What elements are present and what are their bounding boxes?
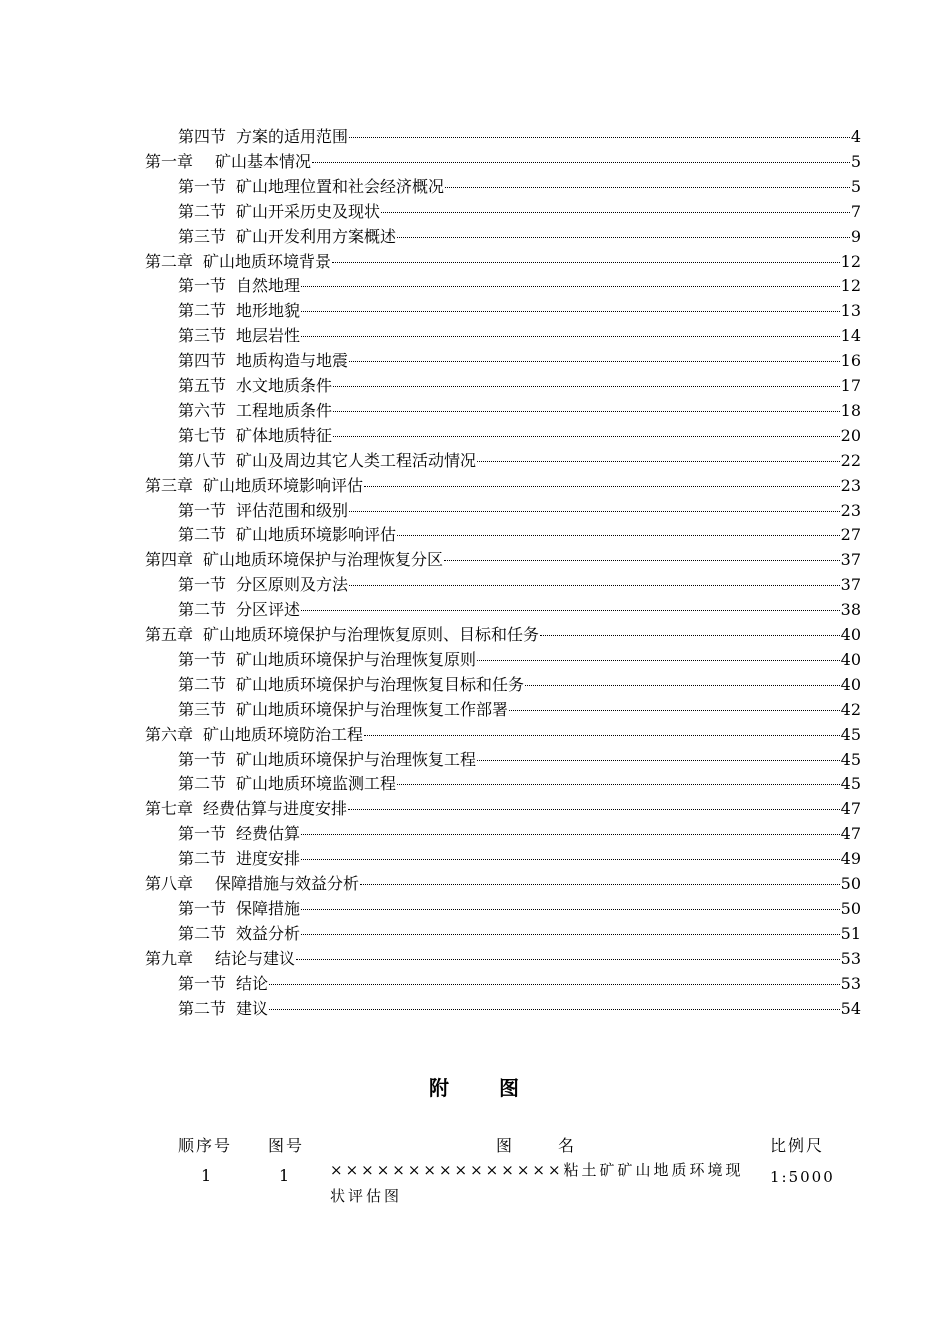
- toc-dot-leader: [397, 784, 840, 785]
- toc-section-entry[interactable]: [178, 997, 861, 1021]
- toc-page-number: 27: [840, 525, 861, 545]
- toc-entry-number: 第二节: [178, 525, 227, 545]
- toc-entry-title: 矿山地质环境影响评估: [203, 475, 364, 495]
- toc-page-number: 13: [840, 301, 861, 321]
- toc-entry-title: 地质构造与地震: [236, 351, 349, 371]
- toc-page-number: 16: [840, 351, 861, 371]
- toc-entry-title: 分区评述: [236, 600, 301, 620]
- toc-entry-title: 矿山地质环境保护与治理恢复原则: [236, 649, 477, 669]
- toc-section-entry[interactable]: [178, 598, 861, 622]
- toc-entry-title: 自然地理: [236, 276, 301, 296]
- toc-chapter-entry[interactable]: [145, 150, 861, 174]
- toc-page-number: 53: [840, 948, 861, 968]
- toc-section-entry[interactable]: [178, 698, 861, 722]
- toc-page-number: 49: [840, 849, 861, 869]
- toc-entry-number: 第五章: [145, 625, 194, 644]
- column-header-name-part2: 名: [558, 1136, 577, 1155]
- toc-section-entry[interactable]: [178, 449, 861, 473]
- toc-dot-leader: [525, 685, 840, 686]
- toc-page-number: 5: [850, 176, 861, 196]
- toc-entry-number: 第二节: [178, 674, 227, 694]
- toc-entry-number: 第二节: [178, 201, 227, 221]
- toc-section-entry[interactable]: [178, 822, 861, 846]
- toc-entry-number: 第一节: [178, 649, 227, 669]
- toc-entry-title: 保障措施: [236, 898, 301, 918]
- toc-entry-title: 矿山开发利用方案概述: [236, 226, 397, 246]
- table-cell-figure-name: ×××××××××××××××粘土矿矿山地质环境现状评估图: [330, 1161, 744, 1205]
- toc-entry-number: 第一节: [178, 500, 227, 520]
- toc-entry-number: 第七章: [145, 799, 194, 819]
- toc-chapter-entry[interactable]: [145, 250, 861, 274]
- toc-page-number: 23: [840, 475, 861, 495]
- column-header-figure-no: 图号: [268, 1136, 305, 1155]
- toc-section-entry[interactable]: [178, 200, 861, 224]
- toc-section-entry[interactable]: [178, 299, 861, 323]
- toc-entry-number: 第二节: [178, 301, 227, 321]
- toc-page-number: 38: [840, 600, 861, 620]
- toc-dot-leader: [348, 809, 840, 810]
- toc-entry-title: 矿体地质特征: [236, 425, 333, 445]
- toc-entry-number: 第二节: [178, 600, 227, 620]
- toc-section-entry[interactable]: [178, 349, 861, 373]
- toc-entry-title: 矿山地质环境监测工程: [236, 774, 397, 794]
- toc-entry-title: 地层岩性: [236, 326, 301, 346]
- toc-dot-leader: [301, 909, 840, 910]
- toc-page-number: 9: [850, 226, 861, 246]
- toc-dot-leader: [364, 735, 840, 736]
- toc-entry-title: 方案的适用范围: [236, 127, 349, 146]
- toc-entry-number: 第三节: [178, 699, 227, 719]
- toc-dot-leader: [301, 859, 840, 860]
- toc-chapter-entry[interactable]: [145, 947, 861, 971]
- toc-entry-number: 第八章: [145, 874, 194, 893]
- column-header-seq: 顺序号: [178, 1136, 233, 1155]
- table-cell-scale: 1:5000: [770, 1168, 835, 1186]
- toc-entry-title: 矿山地质环境影响评估: [236, 525, 397, 545]
- toc-page-number: 20: [840, 425, 861, 445]
- toc-entry-number: 第二节: [178, 923, 227, 943]
- toc-entry-number: 第一节: [178, 749, 227, 769]
- toc-dot-leader: [332, 262, 840, 263]
- toc-entry-title: 矿山地质环境背景: [203, 251, 332, 271]
- toc-entry-number: 第一节: [178, 973, 227, 993]
- toc-page-number: 51: [840, 923, 861, 943]
- toc-section-entry[interactable]: [178, 847, 861, 871]
- toc-page-number: 45: [840, 724, 861, 744]
- toc-entry-number: 第三节: [178, 226, 227, 246]
- toc-dot-leader: [360, 884, 840, 885]
- toc-entry-title: 建议: [236, 998, 269, 1018]
- toc-section-entry[interactable]: [178, 772, 861, 796]
- toc-entry-title: 水文地质条件: [236, 376, 333, 395]
- toc-dot-leader: [381, 212, 850, 213]
- toc-page-number: 40: [840, 625, 861, 644]
- toc-page-number: 42: [840, 699, 861, 719]
- toc-entry-number: 第八节: [178, 450, 227, 470]
- toc-entry-number: 第五节: [178, 376, 227, 395]
- toc-page-number: 54: [840, 998, 861, 1018]
- toc-entry-number: 第四节: [178, 127, 227, 146]
- toc-dot-leader: [333, 411, 840, 412]
- toc-dot-leader: [509, 710, 840, 711]
- toc-page-number: 47: [840, 799, 861, 819]
- toc-page-number: 45: [840, 774, 861, 794]
- toc-page-number: 17: [840, 376, 861, 395]
- toc-page-number: 23: [840, 500, 861, 520]
- toc-entry-title: 工程地质条件: [236, 400, 333, 420]
- toc-dot-leader: [269, 1009, 840, 1010]
- toc-entry-title: 效益分析: [236, 923, 301, 943]
- toc-entry-title: 矿山地质环境保护与治理恢复工作部署: [236, 699, 509, 719]
- toc-page-number: 40: [840, 674, 861, 694]
- toc-entry-title: 经费估算: [236, 824, 301, 844]
- toc-page-number: 53: [840, 973, 861, 993]
- toc-page-number: 18: [840, 400, 861, 420]
- column-header-scale: 比例尺: [770, 1136, 825, 1155]
- toc-section-entry[interactable]: [178, 748, 861, 772]
- toc-entry-number: 第一章: [145, 151, 194, 171]
- toc-entry-title: 地形地貌: [236, 301, 301, 321]
- toc-section-entry[interactable]: [178, 573, 861, 597]
- toc-entry-number: 第九章: [145, 948, 194, 968]
- toc-chapter-entry[interactable]: [145, 797, 861, 821]
- toc-dot-leader: [301, 336, 840, 337]
- toc-dot-leader: [397, 535, 840, 536]
- toc-section-entry[interactable]: [178, 225, 861, 249]
- toc-section-entry[interactable]: [178, 324, 861, 348]
- toc-dot-leader: [444, 560, 840, 561]
- toc-entry-title: 进度安排: [236, 849, 301, 869]
- toc-entry-number: 第四节: [178, 351, 227, 371]
- toc-entry-title: 评估范围和级别: [236, 500, 349, 520]
- toc-page-number: 40: [840, 649, 861, 669]
- toc-page-number: 45: [840, 749, 861, 769]
- toc-dot-leader: [349, 511, 840, 512]
- toc-chapter-entry[interactable]: [145, 723, 861, 747]
- toc-dot-leader: [301, 286, 840, 287]
- toc-chapter-entry[interactable]: [145, 474, 861, 498]
- toc-entry-number: 第二节: [178, 849, 227, 869]
- toc-entry-number: 第三节: [178, 326, 227, 346]
- table-cell-seq: 1: [201, 1166, 212, 1185]
- toc-entry-title: 矿山开采历史及现状: [236, 201, 381, 221]
- column-header-name-part1: 图: [496, 1136, 515, 1155]
- toc-entry-number: 第一节: [178, 176, 227, 196]
- toc-page-number: 12: [840, 251, 861, 271]
- toc-chapter-entry[interactable]: [145, 623, 861, 647]
- toc-dot-leader: [445, 187, 850, 188]
- toc-entry-title: 经费估算与进度安排: [203, 799, 348, 819]
- toc-dot-leader: [349, 361, 840, 362]
- appendix-heading-part2: 图: [499, 1076, 521, 1100]
- toc-entry-number: 第六章: [145, 724, 194, 744]
- toc-section-entry[interactable]: [178, 424, 861, 448]
- toc-dot-leader: [296, 959, 840, 960]
- toc-dot-leader: [349, 137, 850, 138]
- toc-entry-title: 矿山及周边其它人类工程活动情况: [236, 450, 477, 470]
- toc-dot-leader: [301, 610, 840, 611]
- toc-dot-leader: [269, 984, 840, 985]
- toc-entry-number: 第六节: [178, 400, 227, 420]
- toc-page-number: 5: [850, 151, 861, 171]
- toc-entry-number: 第一节: [178, 898, 227, 918]
- toc-dot-leader: [477, 660, 840, 661]
- toc-section-entry[interactable]: [178, 399, 861, 423]
- toc-section-entry[interactable]: [178, 648, 861, 672]
- toc-section-entry[interactable]: [178, 125, 861, 149]
- toc-section-entry[interactable]: [178, 175, 861, 199]
- toc-section-entry[interactable]: [178, 922, 861, 946]
- toc-entry-title: 矿山地质环境保护与治理恢复分区: [203, 550, 444, 570]
- table-cell-figure-no: 1: [279, 1166, 290, 1185]
- toc-page-number: 14: [840, 326, 861, 346]
- toc-entry-title: 矿山地质环境保护与治理恢复工程: [236, 749, 477, 769]
- toc-page-number: 47: [840, 824, 861, 844]
- toc-dot-leader: [540, 635, 840, 636]
- toc-entry-number: 第三章: [145, 475, 194, 495]
- toc-entry-number: 第二节: [178, 998, 227, 1018]
- toc-section-entry[interactable]: [178, 274, 861, 298]
- toc-dot-leader: [477, 760, 840, 761]
- toc-dot-leader: [301, 934, 840, 935]
- toc-entry-number: 第一节: [178, 824, 227, 844]
- appendix-heading-part1: 附: [429, 1076, 451, 1100]
- appendix-heading: [0, 1072, 950, 1101]
- toc-dot-leader: [312, 162, 850, 163]
- toc-entry-title: 矿山地质环境保护与治理恢复目标和任务: [236, 674, 525, 694]
- toc-dot-leader: [397, 237, 850, 238]
- column-header-figure-name: [496, 1133, 576, 1156]
- toc-entry-number: 第一节: [178, 276, 227, 296]
- toc-entry-number: 第七节: [178, 425, 227, 445]
- toc-page-number: 4: [850, 127, 861, 146]
- toc-section-entry[interactable]: [178, 673, 861, 697]
- toc-dot-leader: [349, 585, 840, 586]
- toc-entry-title: 结论: [236, 973, 269, 993]
- toc-dot-leader: [333, 386, 840, 387]
- toc-section-entry[interactable]: [178, 374, 861, 398]
- toc-page-number: 37: [840, 550, 861, 570]
- toc-entry-title: 结论与建议: [215, 948, 296, 968]
- toc-entry-title: 矿山地质环境防治工程: [203, 724, 364, 744]
- toc-entry-title: 分区原则及方法: [236, 575, 349, 595]
- toc-dot-leader: [364, 486, 840, 487]
- toc-entry-number: 第二章: [145, 251, 194, 271]
- toc-page-number: 50: [840, 874, 861, 893]
- toc-page-number: 37: [840, 575, 861, 595]
- toc-entry-title: 矿山基本情况: [215, 151, 312, 171]
- toc-entry-number: 第二节: [178, 774, 227, 794]
- toc-chapter-entry[interactable]: [145, 872, 861, 896]
- toc-section-entry[interactable]: [178, 523, 861, 547]
- toc-dot-leader: [301, 834, 840, 835]
- toc-dot-leader: [301, 311, 840, 312]
- toc-section-entry[interactable]: [178, 499, 861, 523]
- toc-entry-number: 第一节: [178, 575, 227, 595]
- toc-page-number: 7: [850, 201, 861, 221]
- toc-section-entry[interactable]: [178, 972, 861, 996]
- toc-entry-number: 第四章: [145, 550, 194, 570]
- toc-section-entry[interactable]: [178, 897, 861, 921]
- toc-page-number: 22: [840, 450, 861, 470]
- toc-page-number: 12: [840, 276, 861, 296]
- toc-dot-leader: [333, 436, 840, 437]
- toc-chapter-entry[interactable]: [145, 548, 861, 572]
- toc-page-number: 50: [840, 898, 861, 918]
- toc-entry-title: 矿山地质环境保护与治理恢复原则、目标和任务: [203, 625, 540, 644]
- toc-dot-leader: [477, 461, 840, 462]
- toc-entry-title: 保障措施与效益分析: [215, 874, 360, 893]
- toc-entry-title: 矿山地理位置和社会经济概况: [236, 176, 445, 196]
